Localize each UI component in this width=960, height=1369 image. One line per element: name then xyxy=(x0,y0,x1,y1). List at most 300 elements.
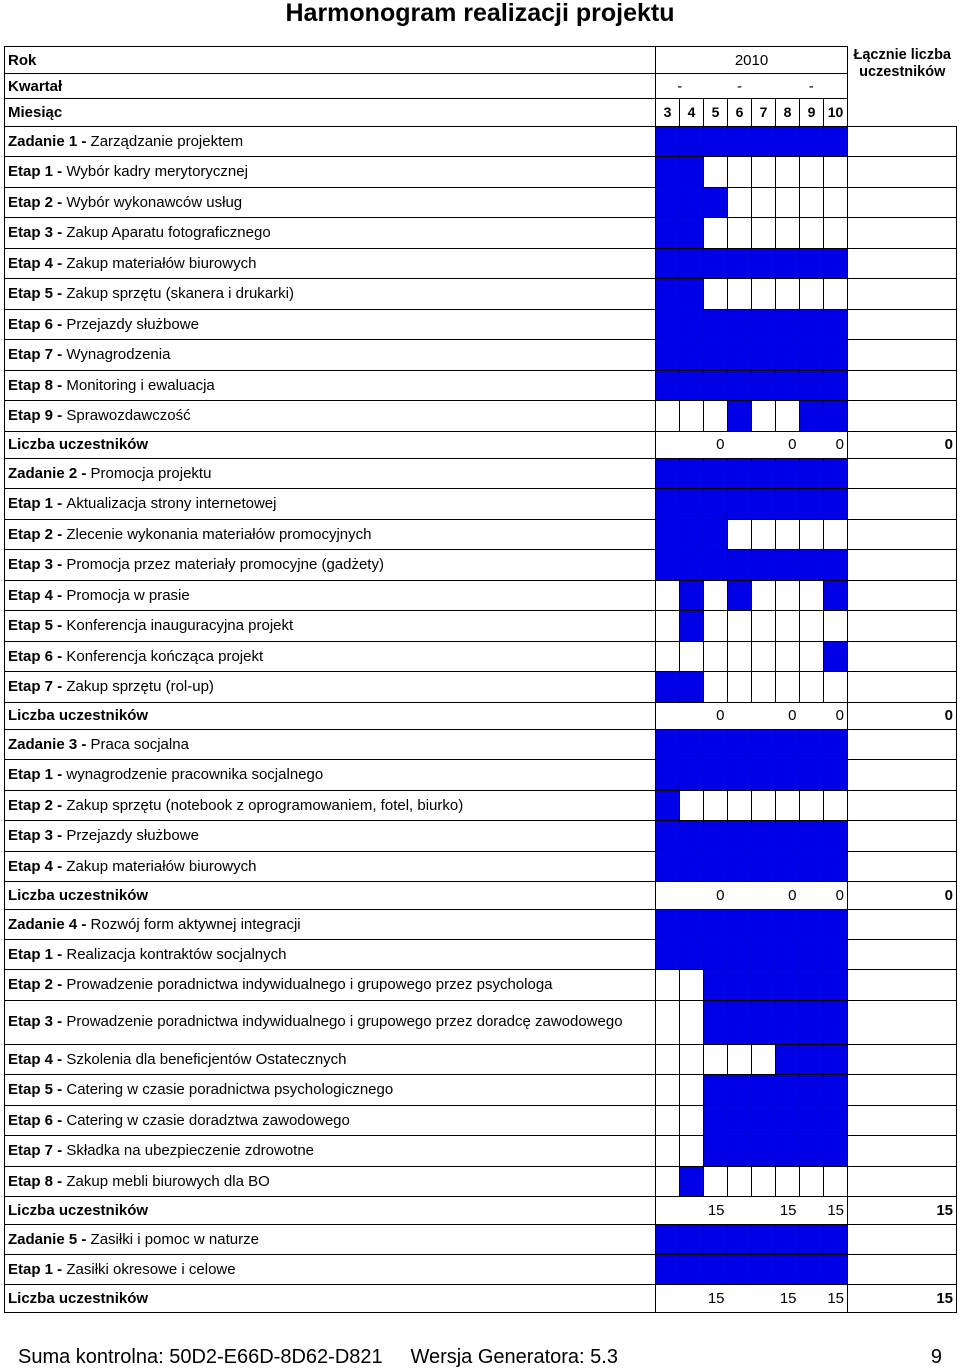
stage-row xyxy=(5,1136,957,1167)
total-cell xyxy=(848,1105,957,1136)
schedule-cell-active xyxy=(752,309,776,340)
schedule-cell-active xyxy=(728,127,752,157)
schedule-cell-active xyxy=(656,459,680,489)
schedule-cell-empty xyxy=(824,611,848,642)
schedule-cell-active xyxy=(776,1254,800,1285)
schedule-cell-active xyxy=(680,340,704,371)
schedule-cell-active xyxy=(800,309,824,340)
schedule-cell-active xyxy=(776,730,800,760)
summary-row xyxy=(5,431,957,459)
label-prefix: Etap 2 - xyxy=(8,976,67,994)
schedule-cell-active xyxy=(680,248,704,279)
schedule-cell-active xyxy=(800,939,824,970)
summary-label: Liczba uczestników xyxy=(5,1197,656,1225)
stage-row xyxy=(5,550,957,581)
task-row xyxy=(5,730,957,760)
label-text: Prowadzenie poradnictwa indywidualnego i grupowego przez doradcę zawodowego xyxy=(66,1013,623,1030)
stage-label xyxy=(5,970,656,1001)
schedule-cell-empty xyxy=(704,672,728,703)
stage-row xyxy=(5,580,957,611)
label-text: Przejazdy służbowe xyxy=(66,827,199,845)
label-prefix: Etap 3 - xyxy=(8,556,67,574)
schedule-cell-empty xyxy=(680,1105,704,1136)
schedule-cell-empty xyxy=(800,790,824,821)
stage-row xyxy=(5,519,957,550)
schedule-cell-active xyxy=(680,370,704,401)
schedule-cell-empty xyxy=(680,1136,704,1167)
summary-total: 0 xyxy=(848,882,957,910)
schedule-cell-active xyxy=(656,790,680,821)
label-text: Rozwój form aktywnej integracji xyxy=(90,915,301,933)
schedule-cell-empty xyxy=(680,1000,704,1044)
schedule-cell-active xyxy=(824,1224,848,1254)
schedule-cell-empty xyxy=(680,401,704,432)
schedule-cell-empty xyxy=(728,611,752,642)
schedule-cell-active xyxy=(752,459,776,489)
schedule-cell-active xyxy=(704,1254,728,1285)
schedule-cell-active xyxy=(656,127,680,157)
schedule-cell-active xyxy=(680,550,704,581)
schedule-cell-empty xyxy=(704,218,728,249)
schedule-cell-active xyxy=(728,909,752,939)
schedule-cell-empty xyxy=(800,611,824,642)
stage-row xyxy=(5,340,957,371)
schedule-cell-active xyxy=(728,248,752,279)
schedule-cell-active xyxy=(824,580,848,611)
schedule-cell-active xyxy=(824,1254,848,1285)
total-cell xyxy=(848,340,957,371)
schedule-cell-active xyxy=(728,459,752,489)
stage-row xyxy=(5,760,957,791)
schedule-cell-active xyxy=(680,157,704,188)
label-prefix: Etap 4 - xyxy=(8,857,67,875)
total-cell xyxy=(848,909,957,939)
label-text: Prowadzenie poradnictwa indywidualnego i grupowego przez psychologa xyxy=(66,976,553,994)
schedule-cell-active xyxy=(728,1136,752,1167)
schedule-cell-empty xyxy=(728,279,752,310)
summary-value: 0 xyxy=(800,882,848,910)
total-cell xyxy=(848,459,957,489)
schedule-cell-active xyxy=(680,672,704,703)
schedule-cell-empty xyxy=(752,279,776,310)
stage-label xyxy=(5,760,656,791)
schedule-cell-empty xyxy=(752,1044,776,1075)
label-prefix: Etap 3 - xyxy=(8,1013,67,1030)
summary-row xyxy=(5,702,957,730)
label-text: Zarządzanie projektem xyxy=(90,133,244,150)
label-prefix: Etap 7 - xyxy=(8,678,67,696)
stage-row xyxy=(5,1044,957,1075)
label-text: Zakup sprzętu (notebook z oprogramowaniem, fotel, biurko) xyxy=(66,796,464,814)
schedule-cell-active xyxy=(776,1105,800,1136)
quarter-value: - xyxy=(776,74,848,99)
label-text: Praca socjalna xyxy=(90,736,189,753)
schedule-cell-active xyxy=(776,340,800,371)
schedule-cell-active xyxy=(776,550,800,581)
schedule-cell-active xyxy=(800,760,824,791)
schedule-cell-active xyxy=(680,851,704,882)
schedule-cell-active xyxy=(704,1075,728,1106)
schedule-cell-empty xyxy=(752,157,776,188)
schedule-cell-empty xyxy=(752,401,776,432)
stage-label xyxy=(5,821,656,852)
label-prefix: Etap 4 - xyxy=(8,1050,67,1068)
label-prefix: Etap 5 - xyxy=(8,1081,67,1099)
schedule-cell-active xyxy=(752,1075,776,1106)
schedule-cell-active xyxy=(680,730,704,760)
label-prefix: Etap 6 - xyxy=(8,315,67,333)
label-prefix: Etap 5 - xyxy=(8,285,67,303)
schedule-cell-active xyxy=(800,459,824,489)
month-label: Miesiąc xyxy=(5,99,656,127)
schedule-cell-active xyxy=(776,1075,800,1106)
label-text: Zakup mebli biurowych dla BO xyxy=(66,1172,270,1190)
stage-row xyxy=(5,309,957,340)
schedule-cell-active xyxy=(800,1224,824,1254)
schedule-cell-empty xyxy=(656,1075,680,1106)
stage-row xyxy=(5,1000,957,1044)
schedule-cell-empty xyxy=(728,641,752,672)
label-text: Wynagrodzenia xyxy=(66,346,171,364)
schedule-cell-active xyxy=(680,1224,704,1254)
label-prefix: Etap 1 - xyxy=(8,1260,67,1278)
footer-info xyxy=(18,1345,618,1369)
label-text: Konferencja inauguracyjna projekt xyxy=(66,617,294,635)
total-cell xyxy=(848,970,957,1001)
total-cell xyxy=(848,1224,957,1254)
schedule-cell-empty xyxy=(728,519,752,550)
summary-value: 0 xyxy=(728,702,800,730)
label-text: Sprawozdawczość xyxy=(66,407,191,425)
schedule-cell-empty xyxy=(752,218,776,249)
schedule-cell-active xyxy=(728,939,752,970)
label-prefix: Etap 2 - xyxy=(8,525,67,543)
schedule-cell-active xyxy=(824,370,848,401)
schedule-cell-active xyxy=(704,370,728,401)
stage-row xyxy=(5,187,957,218)
summary-value: 0 xyxy=(800,702,848,730)
schedule-cell-active xyxy=(656,157,680,188)
total-cell xyxy=(848,1254,957,1285)
stage-label xyxy=(5,309,656,340)
label-text: Zakup sprzętu (rol-up) xyxy=(66,678,214,696)
schedule-cell-active xyxy=(800,127,824,157)
label-text: Wybór kadry merytorycznej xyxy=(66,163,248,181)
schedule-cell-active xyxy=(656,309,680,340)
schedule-cell-empty xyxy=(728,672,752,703)
total-header: Łącznie liczba uczestników xyxy=(853,46,951,80)
schedule-cell-active xyxy=(704,851,728,882)
summary-value: 0 xyxy=(656,431,728,459)
schedule-cell-empty xyxy=(656,1105,680,1136)
stage-label xyxy=(5,939,656,970)
label-prefix: Etap 2 - xyxy=(8,193,67,211)
schedule-cell-empty xyxy=(800,279,824,310)
total-cell xyxy=(848,370,957,401)
schedule-cell-empty xyxy=(752,187,776,218)
task-title xyxy=(5,730,656,760)
schedule-cell-empty xyxy=(776,401,800,432)
schedule-cell-empty xyxy=(824,672,848,703)
schedule-cell-active xyxy=(656,851,680,882)
summary-row xyxy=(5,882,957,910)
schedule-cell-empty xyxy=(824,187,848,218)
total-cell xyxy=(848,1136,957,1167)
header-row-month xyxy=(5,99,957,127)
schedule-cell-empty xyxy=(752,519,776,550)
summary-value: 15 xyxy=(728,1285,800,1313)
label-prefix: Etap 6 - xyxy=(8,647,67,665)
total-cell xyxy=(848,218,957,249)
stage-row xyxy=(5,1166,957,1197)
schedule-cell-active xyxy=(680,279,704,310)
schedule-cell-active xyxy=(704,340,728,371)
schedule-cell-active xyxy=(728,1000,752,1044)
schedule-cell-active xyxy=(824,1075,848,1106)
summary-value: 15 xyxy=(656,1285,728,1313)
schedule-cell-active xyxy=(776,1136,800,1167)
label-prefix: Etap 9 - xyxy=(8,407,67,425)
stage-label xyxy=(5,218,656,249)
schedule-cell-active xyxy=(704,821,728,852)
schedule-cell-empty xyxy=(752,580,776,611)
label-prefix: Zadanie 3 - xyxy=(8,736,91,753)
schedule-cell-active xyxy=(704,909,728,939)
schedule-cell-active xyxy=(728,730,752,760)
stage-label xyxy=(5,187,656,218)
schedule-cell-active xyxy=(752,248,776,279)
schedule-cell-empty xyxy=(776,187,800,218)
schedule-cell-empty xyxy=(704,790,728,821)
schedule-cell-active xyxy=(680,459,704,489)
task-row xyxy=(5,459,957,489)
summary-row xyxy=(5,1197,957,1225)
summary-total: 15 xyxy=(848,1197,957,1225)
schedule-cell-active xyxy=(824,1000,848,1044)
month-number: 5 xyxy=(704,99,728,127)
schedule-cell-active xyxy=(680,519,704,550)
schedule-cell-active xyxy=(752,1136,776,1167)
schedule-cell-active xyxy=(776,1044,800,1075)
total-cell xyxy=(848,550,957,581)
schedule-cell-active xyxy=(824,760,848,791)
summary-label: Liczba uczestników xyxy=(5,702,656,730)
quarter-value: - xyxy=(704,74,776,99)
schedule-cell-active xyxy=(752,1105,776,1136)
schedule-cell-active xyxy=(704,309,728,340)
schedule-cell-empty xyxy=(776,157,800,188)
year-value: 2010 xyxy=(656,47,848,74)
page-number: 9 xyxy=(930,1346,942,1368)
stage-label xyxy=(5,611,656,642)
schedule-cell-active xyxy=(728,851,752,882)
month-number: 9 xyxy=(800,99,824,127)
schedule-cell-empty xyxy=(656,1166,680,1197)
schedule-cell-active xyxy=(704,187,728,218)
schedule-cell-active xyxy=(704,519,728,550)
schedule-cell-active xyxy=(752,760,776,791)
schedule-cell-empty xyxy=(656,1136,680,1167)
schedule-cell-empty xyxy=(776,611,800,642)
summary-value: 15 xyxy=(800,1197,848,1225)
label-text: Składka na ubezpieczenie zdrowotne xyxy=(66,1142,315,1160)
schedule-cell-active xyxy=(800,1105,824,1136)
stage-label xyxy=(5,279,656,310)
stage-row xyxy=(5,970,957,1001)
page-title: Harmonogram realizacji projektu xyxy=(285,0,675,27)
schedule-cell-active xyxy=(656,187,680,218)
stage-label xyxy=(5,790,656,821)
schedule-cell-empty xyxy=(656,1000,680,1044)
total-cell xyxy=(848,248,957,279)
schedule-cell-empty xyxy=(800,218,824,249)
schedule-cell-active xyxy=(680,580,704,611)
schedule-cell-active xyxy=(680,611,704,642)
schedule-cell-empty xyxy=(824,790,848,821)
schedule-cell-empty xyxy=(752,1166,776,1197)
schedule-cell-empty xyxy=(800,187,824,218)
total-cell xyxy=(848,939,957,970)
schedule-cell-active xyxy=(824,851,848,882)
schedule-cell-active xyxy=(752,1224,776,1254)
stage-row xyxy=(5,1105,957,1136)
schedule-cell-active xyxy=(824,641,848,672)
schedule-table xyxy=(4,46,957,1313)
schedule-cell-active xyxy=(704,970,728,1001)
label-text: Zasiłki okresowe i celowe xyxy=(66,1260,236,1278)
schedule-cell-active xyxy=(752,909,776,939)
stage-label xyxy=(5,248,656,279)
schedule-cell-active xyxy=(680,939,704,970)
schedule-cell-active xyxy=(800,1075,824,1106)
label-prefix: Zadanie 4 - xyxy=(8,915,91,933)
schedule-cell-empty xyxy=(824,519,848,550)
label-prefix: Etap 5 - xyxy=(8,617,67,635)
schedule-cell-empty xyxy=(752,790,776,821)
schedule-cell-empty xyxy=(704,641,728,672)
schedule-cell-active xyxy=(704,1105,728,1136)
label-text: Catering w czasie doradztwa zawodowego xyxy=(66,1111,350,1129)
schedule-cell-empty xyxy=(752,611,776,642)
schedule-cell-active xyxy=(752,821,776,852)
stage-label xyxy=(5,851,656,882)
schedule-cell-active xyxy=(824,401,848,432)
summary-row xyxy=(5,1285,957,1313)
schedule-cell-active xyxy=(656,760,680,791)
schedule-cell-active xyxy=(752,370,776,401)
schedule-cell-empty xyxy=(728,1044,752,1075)
header-row-quarter xyxy=(5,74,957,99)
schedule-cell-active xyxy=(800,1044,824,1075)
header-row-year xyxy=(5,47,957,74)
total-cell xyxy=(848,519,957,550)
schedule-cell-active xyxy=(656,1224,680,1254)
checksum-text: Suma kontrolna: 50D2-E66D-8D62-D821 xyxy=(18,1346,383,1368)
label-text: Promocja projektu xyxy=(90,465,212,482)
label-text: Realizacja kontraktów socjalnych xyxy=(66,945,287,963)
label-prefix: Etap 7 - xyxy=(8,1142,67,1160)
label-prefix: Etap 4 - xyxy=(8,586,67,604)
total-cell xyxy=(848,580,957,611)
schedule-cell-empty xyxy=(752,672,776,703)
summary-value: 0 xyxy=(656,882,728,910)
schedule-cell-active xyxy=(800,909,824,939)
schedule-cell-active xyxy=(728,580,752,611)
stage-label xyxy=(5,489,656,520)
label-text: wynagrodzenie pracownika socjalnego xyxy=(66,766,324,784)
schedule-cell-active xyxy=(656,489,680,520)
schedule-cell-empty xyxy=(704,611,728,642)
schedule-cell-empty xyxy=(776,519,800,550)
label-text: Zasiłki i pomoc w naturze xyxy=(90,1230,259,1248)
label-text: Monitoring i ewaluacja xyxy=(66,376,215,394)
schedule-cell-active xyxy=(728,1254,752,1285)
stage-label xyxy=(5,580,656,611)
schedule-cell-active xyxy=(824,909,848,939)
schedule-cell-active xyxy=(704,459,728,489)
schedule-cell-active xyxy=(800,851,824,882)
schedule-cell-empty xyxy=(656,1044,680,1075)
label-prefix: Etap 1 - xyxy=(8,163,67,181)
summary-label: Liczba uczestników xyxy=(5,882,656,910)
schedule-cell-active xyxy=(824,939,848,970)
schedule-cell-active xyxy=(680,1166,704,1197)
schedule-cell-active xyxy=(752,550,776,581)
stage-label xyxy=(5,1254,656,1285)
schedule-cell-active xyxy=(704,760,728,791)
schedule-cell-active xyxy=(680,821,704,852)
schedule-cell-empty xyxy=(776,672,800,703)
total-cell xyxy=(848,1044,957,1075)
schedule-cell-active xyxy=(680,760,704,791)
total-cell xyxy=(848,1000,957,1044)
schedule-cell-active xyxy=(752,127,776,157)
schedule-cell-active xyxy=(752,489,776,520)
schedule-cell-empty xyxy=(656,970,680,1001)
schedule-cell-active xyxy=(680,1254,704,1285)
schedule-cell-empty xyxy=(728,1166,752,1197)
schedule-cell-active xyxy=(656,1254,680,1285)
total-cell xyxy=(848,730,957,760)
schedule-cell-empty xyxy=(656,611,680,642)
schedule-cell-empty xyxy=(656,641,680,672)
schedule-cell-active xyxy=(728,340,752,371)
total-cell xyxy=(848,790,957,821)
schedule-cell-active xyxy=(704,127,728,157)
label-text: Szkolenia dla beneficjentów Ostatecznych xyxy=(66,1050,347,1068)
stage-label xyxy=(5,1044,656,1075)
label-prefix: Etap 8 - xyxy=(8,1172,67,1190)
schedule-cell-active xyxy=(776,127,800,157)
stage-row xyxy=(5,370,957,401)
schedule-cell-active xyxy=(752,1254,776,1285)
stage-row xyxy=(5,821,957,852)
schedule-cell-active xyxy=(704,489,728,520)
schedule-cell-empty xyxy=(680,641,704,672)
schedule-cell-empty xyxy=(776,641,800,672)
total-cell xyxy=(848,187,957,218)
schedule-cell-active xyxy=(728,760,752,791)
schedule-cell-empty xyxy=(704,279,728,310)
task-title xyxy=(5,1224,656,1254)
label-prefix: Etap 4 - xyxy=(8,254,67,272)
label-text: Wybór wykonawców usług xyxy=(66,193,243,211)
schedule-cell-active xyxy=(824,340,848,371)
schedule-cell-active xyxy=(800,489,824,520)
summary-value: 15 xyxy=(656,1197,728,1225)
schedule-cell-active xyxy=(800,1136,824,1167)
schedule-cell-empty xyxy=(824,218,848,249)
